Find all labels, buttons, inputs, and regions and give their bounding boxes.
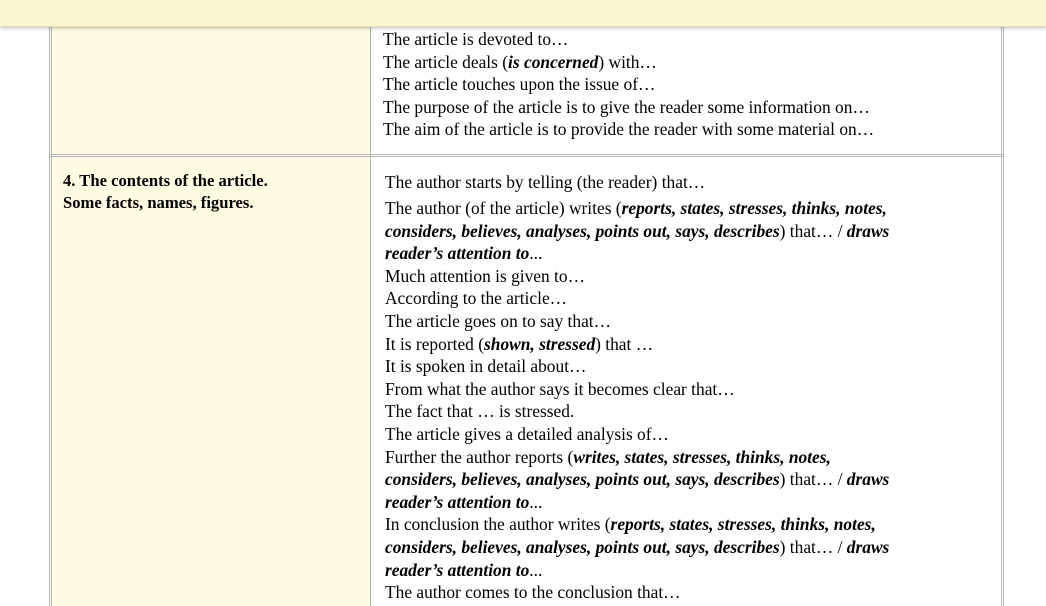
phrase-emphasis: draws bbox=[846, 220, 890, 241]
phrase-text: ... bbox=[529, 559, 543, 580]
phrase-text: ) that… / bbox=[779, 469, 847, 490]
phrase-text: The article touches upon the issue of… bbox=[383, 74, 656, 95]
phrase-emphasis: is concerned bbox=[508, 51, 599, 72]
section-4-title: 4. The contents of the article. bbox=[63, 171, 268, 190]
phrase-line bbox=[383, 73, 874, 96]
phrase-emphasis: considers, believes, analyses, points out, says, describes bbox=[385, 536, 780, 557]
phrase-text: ... bbox=[529, 243, 543, 264]
phrase-text: ... bbox=[529, 491, 543, 512]
phrase-text: The author (of the article) writes ( bbox=[385, 198, 622, 218]
phrase-line bbox=[383, 51, 874, 74]
phrase-text: The purpose of the article is to give the reader some information on… bbox=[383, 96, 870, 117]
phrase-line bbox=[385, 378, 889, 401]
phrase-emphasis: reader’s attention to bbox=[385, 491, 530, 512]
phrase-text: ) that… / bbox=[779, 220, 847, 241]
phrase-emphasis: shown, stressed bbox=[484, 333, 596, 354]
phrase-text: The article is devoted to… bbox=[383, 29, 569, 49]
phrase-line bbox=[385, 559, 889, 582]
phrase-text: It is reported ( bbox=[385, 333, 484, 354]
phrase-text: ) with… bbox=[598, 51, 657, 72]
phrase-text: In conclusion the author writes ( bbox=[385, 514, 611, 535]
phrase-text: ) that … bbox=[595, 333, 654, 354]
phrase-emphasis: writes, states, stresses, thinks, notes, bbox=[573, 446, 831, 467]
phrase-line bbox=[385, 400, 889, 423]
phrase-line bbox=[385, 446, 889, 469]
phrase-text: The aim of the article is to provide the reader with some material on… bbox=[383, 119, 875, 140]
phrase-line bbox=[385, 287, 889, 310]
phrase-text: The article gives a detailed analysis of… bbox=[385, 423, 669, 444]
phrase-text: From what the author says it becomes clear that… bbox=[385, 378, 735, 399]
phrase-line bbox=[385, 265, 889, 288]
phrase-line bbox=[385, 491, 889, 514]
phrase-emphasis: reports, states, stresses, thinks, notes, bbox=[621, 198, 887, 218]
phrase-emphasis: considers, believes, analyses, points out, says, describes bbox=[385, 469, 780, 490]
phrase-line bbox=[383, 96, 874, 119]
phrase-line bbox=[385, 468, 889, 491]
section-4-first-phrase bbox=[385, 171, 705, 194]
phrase-line: The author starts by telling (the reader) that… bbox=[385, 172, 706, 192]
left-cell-section-4 bbox=[52, 157, 370, 606]
phrase-text: The article deals ( bbox=[383, 51, 509, 72]
section-4-subtitle: Some facts, names, figures. bbox=[63, 193, 254, 212]
phrase-line bbox=[385, 423, 889, 446]
phrase-text: The author comes to the conclusion that… bbox=[385, 582, 681, 603]
table-border-right bbox=[1001, 26, 1002, 606]
phrase-line bbox=[383, 118, 874, 141]
phrase-emphasis: reader’s attention to bbox=[385, 559, 530, 580]
phrase-line bbox=[383, 28, 874, 51]
section-4-phrases bbox=[385, 197, 889, 604]
row-divider-inner bbox=[49, 156, 1004, 157]
table-border-left bbox=[49, 26, 50, 606]
phrase-text: Further the author reports ( bbox=[385, 446, 574, 467]
phrase-text: The article goes on to say that… bbox=[385, 310, 612, 331]
phrase-line bbox=[385, 536, 889, 559]
phrase-line bbox=[385, 310, 889, 333]
phrase-line bbox=[385, 242, 889, 265]
top-bar bbox=[0, 0, 1046, 27]
phrase-emphasis: draws bbox=[846, 536, 890, 557]
phrase-text: ) that… / bbox=[779, 536, 847, 557]
phrase-emphasis: considers, believes, analyses, points out, says, describes bbox=[385, 220, 780, 241]
phrase-line bbox=[385, 513, 889, 536]
section-4-label bbox=[63, 170, 268, 214]
phrase-line bbox=[385, 197, 889, 220]
phrase-emphasis: draws bbox=[846, 469, 890, 490]
phrase-text: According to the article… bbox=[385, 288, 568, 309]
phrase-line bbox=[385, 333, 889, 356]
left-cell-top bbox=[52, 26, 370, 154]
row-divider bbox=[49, 154, 1004, 155]
phrase-line bbox=[385, 581, 889, 604]
top-phrases bbox=[383, 28, 874, 141]
phrase-text: Much attention is given to… bbox=[385, 265, 585, 286]
phrase-line bbox=[385, 355, 889, 378]
phrase-text: The fact that … is stressed. bbox=[385, 401, 575, 422]
phrase-line bbox=[385, 220, 889, 243]
table-border-left-inner bbox=[51, 26, 52, 606]
column-divider bbox=[370, 26, 371, 606]
phrase-text: It is spoken in detail about… bbox=[385, 356, 587, 377]
table-border-right-outer bbox=[1003, 26, 1004, 606]
phrase-emphasis: reader’s attention to bbox=[385, 243, 530, 264]
phrase-emphasis: reports, states, stresses, thinks, notes, bbox=[610, 514, 876, 535]
